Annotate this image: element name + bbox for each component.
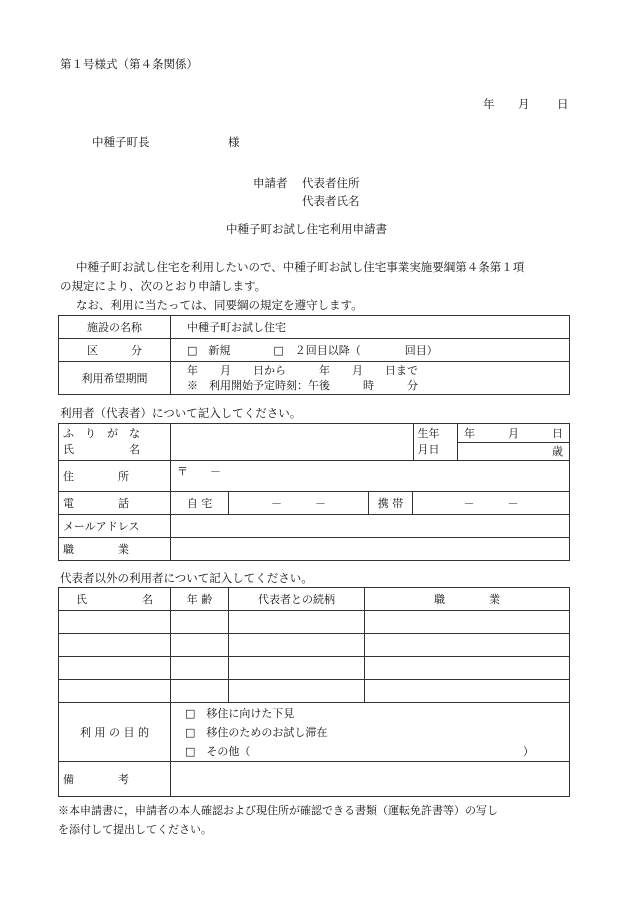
intro-line-2: の規定により、次のとおり申請します。 bbox=[60, 279, 267, 293]
name-label: 氏 名 bbox=[63, 443, 140, 456]
other-age-field[interactable] bbox=[171, 611, 229, 634]
age-field[interactable]: 歳 bbox=[552, 445, 563, 459]
other-age-field[interactable] bbox=[171, 680, 229, 703]
birth-block bbox=[413, 424, 570, 461]
purpose-preview-checkbox[interactable]: □ 移住に向けた下見 bbox=[185, 706, 295, 720]
other-relation-field[interactable] bbox=[229, 657, 365, 680]
postal-mark: 〒 － bbox=[177, 465, 221, 478]
user-section-heading: 利用者（代表者）について記入してください。 bbox=[60, 406, 302, 420]
category-repeat-checkbox[interactable]: □ ２回目以降（ 回目） bbox=[273, 344, 438, 357]
form-number: 第１号様式（第４条関係） bbox=[60, 57, 198, 71]
purpose-trial-stay-checkbox[interactable]: □ 移住のためのお試し滞在 bbox=[185, 725, 328, 739]
birth-label bbox=[413, 424, 457, 460]
phone-label: 電 話 bbox=[59, 492, 171, 515]
purpose-options bbox=[171, 703, 570, 762]
facility-name-value: 中種子町お試し住宅 bbox=[171, 316, 570, 339]
intro-line-3: なお、利用に当たっては、同要綱の規定を遵守します。 bbox=[76, 298, 363, 312]
other-name-field[interactable] bbox=[59, 680, 171, 703]
purpose-other-checkbox[interactable] bbox=[185, 742, 565, 761]
other-name-field[interactable] bbox=[59, 611, 171, 634]
purpose-other-close: ） bbox=[523, 744, 534, 758]
remarks-field[interactable] bbox=[171, 762, 570, 797]
date-month: 月 bbox=[518, 97, 530, 111]
other-job-field[interactable] bbox=[365, 657, 570, 680]
mobile-phone-field[interactable]: － － bbox=[413, 492, 570, 515]
other-relation-field[interactable] bbox=[229, 611, 365, 634]
purpose-label: 利 用 の 目 的 bbox=[59, 703, 171, 762]
birth-label-1: 生年 bbox=[417, 427, 440, 440]
page-title: 中種子町お試し住宅利用申請書 bbox=[226, 222, 387, 236]
other-name-field[interactable] bbox=[59, 634, 171, 657]
address-field[interactable] bbox=[171, 461, 570, 492]
period-value[interactable] bbox=[171, 362, 570, 395]
other-relation-field[interactable] bbox=[229, 634, 365, 657]
col-name-header: 氏 名 bbox=[59, 588, 171, 611]
applicant-name-label: 代表者氏名 bbox=[302, 194, 360, 208]
category-options bbox=[171, 339, 570, 362]
other-job-field[interactable] bbox=[365, 680, 570, 703]
table-row bbox=[59, 657, 570, 680]
home-phone-field[interactable]: － － bbox=[229, 492, 369, 515]
others-table bbox=[58, 587, 570, 797]
other-name-field[interactable] bbox=[59, 657, 171, 680]
other-age-field[interactable] bbox=[171, 634, 229, 657]
facility-name-label: 施設の名称 bbox=[59, 316, 171, 339]
other-job-field[interactable] bbox=[365, 634, 570, 657]
applicant-label: 申請者 bbox=[253, 176, 288, 190]
date-year: 年 bbox=[483, 97, 495, 111]
birth-label-2: 月日 bbox=[417, 443, 440, 456]
home-phone-label: 自 宅 bbox=[171, 492, 229, 515]
occupation-label: 職 業 bbox=[59, 538, 171, 561]
col-age-header: 年 齢 bbox=[171, 588, 229, 611]
occupation-field[interactable] bbox=[171, 538, 570, 561]
category-label: 区 分 bbox=[59, 339, 171, 362]
email-field[interactable] bbox=[171, 515, 570, 538]
footnote-line-1: ※本申請書に，申請者の本人確認および現住所が確認できる書類（運転免許書等）の写し bbox=[58, 804, 498, 817]
category-new-checkbox[interactable]: □ 新規 bbox=[187, 344, 231, 357]
name-field[interactable] bbox=[171, 424, 413, 461]
col-job-header: 職 業 bbox=[365, 588, 570, 611]
user-table bbox=[58, 423, 570, 561]
other-age-field[interactable] bbox=[171, 657, 229, 680]
furigana-label: ふ り が な bbox=[63, 427, 140, 440]
table-row bbox=[59, 680, 570, 703]
table-row bbox=[59, 634, 570, 657]
addressee-name: 中種子町長 bbox=[92, 135, 150, 149]
addressee-honorific: 様 bbox=[228, 135, 240, 149]
email-label: メールアドレス bbox=[59, 515, 171, 538]
other-job-field[interactable] bbox=[365, 611, 570, 634]
facility-table bbox=[58, 315, 570, 395]
date-day: 日 bbox=[557, 97, 569, 111]
mobile-phone-label: 携 帯 bbox=[369, 492, 413, 515]
applicant-address-label: 代表者住所 bbox=[302, 176, 360, 190]
intro-line-1: 中種子町お試し住宅を利用したいので、中種子町お試し住宅事業実施要綱第４条第１項 bbox=[76, 260, 525, 274]
others-section-heading: 代表者以外の利用者について記入してください。 bbox=[60, 571, 313, 585]
remarks-label: 備 考 bbox=[59, 762, 171, 797]
period-label: 利用希望期間 bbox=[59, 362, 171, 395]
col-relation-header: 代表者との続柄 bbox=[229, 588, 365, 611]
furigana-name-label bbox=[59, 424, 171, 461]
birth-date-field[interactable]: 年 月 日 bbox=[458, 424, 570, 442]
table-row bbox=[59, 611, 570, 634]
address-label: 住 所 bbox=[59, 461, 171, 492]
period-start-time: ※ 利用開始予定時刻：午後 時 分 bbox=[187, 379, 418, 392]
footnote-line-2: を添付して提出してください。 bbox=[58, 823, 212, 836]
other-relation-field[interactable] bbox=[229, 680, 365, 703]
period-range: 年 月 日から 年 月 日まで bbox=[187, 364, 418, 377]
purpose-other-label: □ その他（ bbox=[185, 744, 251, 758]
